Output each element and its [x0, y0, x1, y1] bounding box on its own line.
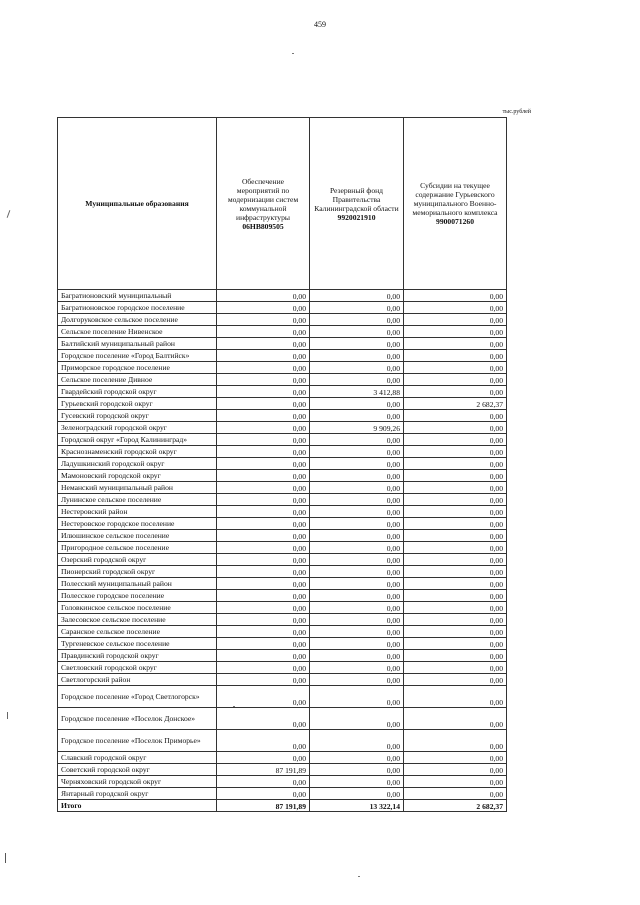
- row-name: Багратионовский муниципальный: [58, 290, 217, 302]
- row-subsidies-value: 0,00: [404, 686, 507, 708]
- row-subsidies-value: 0,00: [404, 338, 507, 350]
- row-modernization-value: 0,00: [217, 434, 310, 446]
- table-row: [58, 494, 507, 506]
- row-name: Черняховский городской округ: [58, 776, 217, 788]
- row-name: Лунинское сельское поселение: [58, 494, 217, 506]
- row-name: Городское поселение «Город Светлогорск»: [58, 686, 217, 708]
- row-reserve-fund-value: 0,00: [310, 590, 404, 602]
- row-name: Долгоруковское сельское поселение: [58, 314, 217, 326]
- row-name: Городское поселение «Поселок Донское»: [58, 708, 217, 730]
- row-reserve-fund-value: 0,00: [310, 314, 404, 326]
- row-modernization-value: 0,00: [217, 398, 310, 410]
- row-subsidies-value: 0,00: [404, 374, 507, 386]
- row-name: Краснознаменский городской округ: [58, 446, 217, 458]
- scan-speck: [358, 876, 360, 877]
- row-subsidies-value: 0,00: [404, 554, 507, 566]
- row-name: Советский городской округ: [58, 764, 217, 776]
- row-modernization-value: 0,00: [217, 752, 310, 764]
- table-row: [58, 410, 507, 422]
- header-municipalities: Муниципальные образования: [58, 118, 217, 290]
- row-subsidies-value: 0,00: [404, 788, 507, 800]
- row-name: Саранское сельское поселение: [58, 626, 217, 638]
- row-name: Балтийский муниципальный район: [58, 338, 217, 350]
- row-reserve-fund-value: 0,00: [310, 776, 404, 788]
- table-row: [58, 290, 507, 302]
- total-subsidies: 2 682,37: [404, 800, 507, 812]
- row-reserve-fund-value: 3 412,88: [310, 386, 404, 398]
- row-name: Багратионовское городское поселение: [58, 302, 217, 314]
- row-name: Славский городской округ: [58, 752, 217, 764]
- row-modernization-value: 0,00: [217, 458, 310, 470]
- row-subsidies-value: 0,00: [404, 776, 507, 788]
- row-name: Озерский городской округ: [58, 554, 217, 566]
- row-modernization-value: 0,00: [217, 518, 310, 530]
- total-modernization: 87 191,89: [217, 800, 310, 812]
- row-modernization-value: 0,00: [217, 602, 310, 614]
- row-reserve-fund-value: 0,00: [310, 410, 404, 422]
- row-name: Городское поселение «Поселок Приморье»: [58, 730, 217, 752]
- row-modernization-value: 0,00: [217, 542, 310, 554]
- row-modernization-value: 0,00: [217, 290, 310, 302]
- row-subsidies-value: 0,00: [404, 764, 507, 776]
- row-subsidies-value: 0,00: [404, 326, 507, 338]
- row-reserve-fund-value: 0,00: [310, 674, 404, 686]
- row-reserve-fund-value: 0,00: [310, 730, 404, 752]
- table-row: [58, 566, 507, 578]
- row-subsidies-value: 0,00: [404, 446, 507, 458]
- row-modernization-value: 0,00: [217, 530, 310, 542]
- row-modernization-value: 0,00: [217, 362, 310, 374]
- row-name: Мамоновский городской округ: [58, 470, 217, 482]
- row-reserve-fund-value: 0,00: [310, 338, 404, 350]
- row-modernization-value: 0,00: [217, 590, 310, 602]
- row-subsidies-value: 0,00: [404, 290, 507, 302]
- row-subsidies-value: 2 682,37: [404, 398, 507, 410]
- row-name: Приморское городское поселение: [58, 362, 217, 374]
- row-modernization-value: 0,00: [217, 614, 310, 626]
- table-row: [58, 602, 507, 614]
- row-reserve-fund-value: 0,00: [310, 708, 404, 730]
- row-name: Зеленоградский городской округ: [58, 422, 217, 434]
- row-name: Светловский городской округ: [58, 662, 217, 674]
- row-modernization-value: 0,00: [217, 374, 310, 386]
- row-modernization-value: 0,00: [217, 650, 310, 662]
- table-row: [58, 314, 507, 326]
- table-row: [58, 350, 507, 362]
- row-modernization-value: 0,00: [217, 326, 310, 338]
- row-subsidies-value: 0,00: [404, 662, 507, 674]
- row-subsidies-value: 0,00: [404, 434, 507, 446]
- table-row: [58, 674, 507, 686]
- header-modernization-code: 06НВ809505: [242, 221, 284, 231]
- page-number: 459: [314, 20, 326, 29]
- row-name: Полесский муниципальный район: [58, 578, 217, 590]
- row-modernization-value: 0,00: [217, 470, 310, 482]
- row-subsidies-value: 0,00: [404, 566, 507, 578]
- row-subsidies-value: 0,00: [404, 458, 507, 470]
- row-reserve-fund-value: 0,00: [310, 788, 404, 800]
- table-row: [58, 302, 507, 314]
- row-modernization-value: 0,00: [217, 662, 310, 674]
- row-modernization-value: 0,00: [217, 338, 310, 350]
- row-reserve-fund-value: 0,00: [310, 662, 404, 674]
- row-reserve-fund-value: 0,00: [310, 434, 404, 446]
- row-modernization-value: 0,00: [217, 350, 310, 362]
- row-modernization-value: 0,00: [217, 554, 310, 566]
- header-reserve-fund-text: Резервный фонд Правительства Калининградской области: [314, 185, 399, 213]
- row-modernization-value: 0,00: [217, 566, 310, 578]
- row-subsidies-value: 0,00: [404, 386, 507, 398]
- row-subsidies-value: 0,00: [404, 590, 507, 602]
- table-row: [58, 590, 507, 602]
- table-row: [58, 482, 507, 494]
- row-modernization-value: 0,00: [217, 410, 310, 422]
- row-reserve-fund-value: 0,00: [310, 482, 404, 494]
- row-reserve-fund-value: 0,00: [310, 542, 404, 554]
- row-modernization-value: 0,00: [217, 446, 310, 458]
- row-subsidies-value: 0,00: [404, 602, 507, 614]
- row-subsidies-value: 0,00: [404, 650, 507, 662]
- row-reserve-fund-value: 9 909,26: [310, 422, 404, 434]
- table-row: [58, 470, 507, 482]
- row-modernization-value: 0,00: [217, 674, 310, 686]
- row-modernization-value: 0,00: [217, 686, 310, 708]
- row-reserve-fund-value: 0,00: [310, 326, 404, 338]
- row-reserve-fund-value: 0,00: [310, 650, 404, 662]
- table-row: [58, 578, 507, 590]
- row-name: Гурьевский городской округ: [58, 398, 217, 410]
- table-row: [58, 708, 507, 730]
- header-subsidies-text: Субсидии на текущее содержание Гурьевского муниципального Военно-мемориального комплекса: [412, 181, 498, 217]
- table-row: [58, 614, 507, 626]
- row-name: Нестеровский район: [58, 506, 217, 518]
- table-body: [58, 290, 507, 800]
- row-reserve-fund-value: 0,00: [310, 506, 404, 518]
- row-name: Головкинское сельское поселение: [58, 602, 217, 614]
- row-subsidies-value: 0,00: [404, 752, 507, 764]
- row-modernization-value: 0,00: [217, 776, 310, 788]
- row-reserve-fund-value: 0,00: [310, 362, 404, 374]
- row-reserve-fund-value: 0,00: [310, 470, 404, 482]
- table-row: [58, 626, 507, 638]
- row-subsidies-value: 0,00: [404, 614, 507, 626]
- row-reserve-fund-value: 0,00: [310, 398, 404, 410]
- row-subsidies-value: 0,00: [404, 470, 507, 482]
- row-reserve-fund-value: 0,00: [310, 602, 404, 614]
- table-row: [58, 730, 507, 752]
- row-subsidies-value: 0,00: [404, 482, 507, 494]
- table-row: [58, 530, 507, 542]
- row-subsidies-value: 0,00: [404, 674, 507, 686]
- table-row: [58, 686, 507, 708]
- row-subsidies-value: 0,00: [404, 626, 507, 638]
- row-modernization-value: 0,00: [217, 788, 310, 800]
- row-subsidies-value: 0,00: [404, 518, 507, 530]
- row-name: Полесское городское поселение: [58, 590, 217, 602]
- header-reserve-fund-code: 9920021910: [337, 212, 376, 222]
- units-label: тыс.рублей: [502, 109, 531, 115]
- row-subsidies-value: 0,00: [404, 638, 507, 650]
- row-reserve-fund-value: 0,00: [310, 626, 404, 638]
- table-row: [58, 422, 507, 434]
- table-row: [58, 446, 507, 458]
- row-modernization-value: 0,00: [217, 730, 310, 752]
- row-reserve-fund-value: 0,00: [310, 530, 404, 542]
- row-name: Правдинский городской округ: [58, 650, 217, 662]
- row-reserve-fund-value: 0,00: [310, 494, 404, 506]
- table-row: [58, 362, 507, 374]
- row-modernization-value: 0,00: [217, 302, 310, 314]
- row-subsidies-value: 0,00: [404, 362, 507, 374]
- row-reserve-fund-value: 0,00: [310, 302, 404, 314]
- table-row: [58, 374, 507, 386]
- row-name: Городское поселение «Город Балтийск»: [58, 350, 217, 362]
- row-name: Городской округ «Город Калининград»: [58, 434, 217, 446]
- row-reserve-fund-value: 0,00: [310, 566, 404, 578]
- row-modernization-value: 87 191,89: [217, 764, 310, 776]
- row-subsidies-value: 0,00: [404, 494, 507, 506]
- row-modernization-value: 0,00: [217, 482, 310, 494]
- row-name: Янтарный городской округ: [58, 788, 217, 800]
- row-reserve-fund-value: 0,00: [310, 554, 404, 566]
- row-name: Сельское поселение Дивное: [58, 374, 217, 386]
- header-subsidies: [404, 118, 507, 290]
- table-row: [58, 638, 507, 650]
- row-subsidies-value: 0,00: [404, 578, 507, 590]
- row-reserve-fund-value: 0,00: [310, 518, 404, 530]
- row-modernization-value: 0,00: [217, 386, 310, 398]
- row-subsidies-value: 0,00: [404, 542, 507, 554]
- total-reserve-fund: 13 322,14: [310, 800, 404, 812]
- row-modernization-value: 0,00: [217, 506, 310, 518]
- header-modernization-text: Обеспечение мероприятий по модернизации систем коммунальной инфраструктуры: [227, 176, 299, 222]
- row-modernization-value: 0,00: [217, 314, 310, 326]
- table-row: [58, 518, 507, 530]
- row-name: Неманский муниципальный район: [58, 482, 217, 494]
- total-label: Итого: [58, 800, 217, 812]
- header-subsidies-code: 9900071260: [436, 217, 474, 226]
- row-name: Тургеневское сельское поселение: [58, 638, 217, 650]
- table-row: [58, 338, 507, 350]
- scan-speck: [292, 53, 294, 54]
- row-reserve-fund-value: 0,00: [310, 764, 404, 776]
- total-row: [58, 800, 507, 812]
- row-name: Нестеровское городское поселение: [58, 518, 217, 530]
- row-subsidies-value: 0,00: [404, 410, 507, 422]
- row-name: Пионерский городской округ: [58, 566, 217, 578]
- table-row: [58, 386, 507, 398]
- table-row: [58, 776, 507, 788]
- header-reserve-fund: [310, 118, 404, 290]
- row-reserve-fund-value: 0,00: [310, 350, 404, 362]
- scan-mark: [5, 853, 6, 863]
- row-reserve-fund-value: 0,00: [310, 458, 404, 470]
- row-modernization-value: 0,00: [217, 422, 310, 434]
- header-modernization: [217, 118, 310, 290]
- scan-mark: [7, 712, 8, 719]
- table-row: [58, 398, 507, 410]
- row-subsidies-value: 0,00: [404, 708, 507, 730]
- table-row: [58, 662, 507, 674]
- scan-mark: [7, 210, 11, 218]
- row-name: Гусевский городской округ: [58, 410, 217, 422]
- row-subsidies-value: 0,00: [404, 506, 507, 518]
- table-row: [58, 326, 507, 338]
- row-modernization-value: 0,00: [217, 638, 310, 650]
- row-name: Илюшинское сельское поселение: [58, 530, 217, 542]
- row-modernization-value: 0,00: [217, 578, 310, 590]
- row-name: Залесовское сельское поселение: [58, 614, 217, 626]
- row-reserve-fund-value: 0,00: [310, 614, 404, 626]
- row-name: Ладушкинский городской округ: [58, 458, 217, 470]
- table-row: [58, 752, 507, 764]
- table-row: [58, 788, 507, 800]
- table-row: [58, 434, 507, 446]
- table-row: [58, 764, 507, 776]
- row-subsidies-value: 0,00: [404, 530, 507, 542]
- row-subsidies-value: 0,00: [404, 350, 507, 362]
- row-reserve-fund-value: 0,00: [310, 752, 404, 764]
- row-name: Пригородное сельское поселение: [58, 542, 217, 554]
- row-name: Гвардейский городской округ: [58, 386, 217, 398]
- table-header-row: [58, 118, 507, 290]
- row-reserve-fund-value: 0,00: [310, 446, 404, 458]
- table-row: [58, 458, 507, 470]
- row-subsidies-value: 0,00: [404, 730, 507, 752]
- budget-table: [57, 117, 507, 812]
- table-row: [58, 506, 507, 518]
- row-reserve-fund-value: 0,00: [310, 686, 404, 708]
- table-row: [58, 554, 507, 566]
- row-subsidies-value: 0,00: [404, 314, 507, 326]
- row-subsidies-value: 0,00: [404, 422, 507, 434]
- row-modernization-value: 0,00: [217, 626, 310, 638]
- row-subsidies-value: 0,00: [404, 302, 507, 314]
- row-name: Сельское поселение Нивенское: [58, 326, 217, 338]
- row-modernization-value: 0,00: [217, 708, 310, 730]
- row-reserve-fund-value: 0,00: [310, 374, 404, 386]
- table-row: [58, 650, 507, 662]
- row-reserve-fund-value: 0,00: [310, 638, 404, 650]
- row-name: Светлогорский район: [58, 674, 217, 686]
- table-row: [58, 542, 507, 554]
- row-modernization-value: 0,00: [217, 494, 310, 506]
- row-reserve-fund-value: 0,00: [310, 290, 404, 302]
- row-reserve-fund-value: 0,00: [310, 578, 404, 590]
